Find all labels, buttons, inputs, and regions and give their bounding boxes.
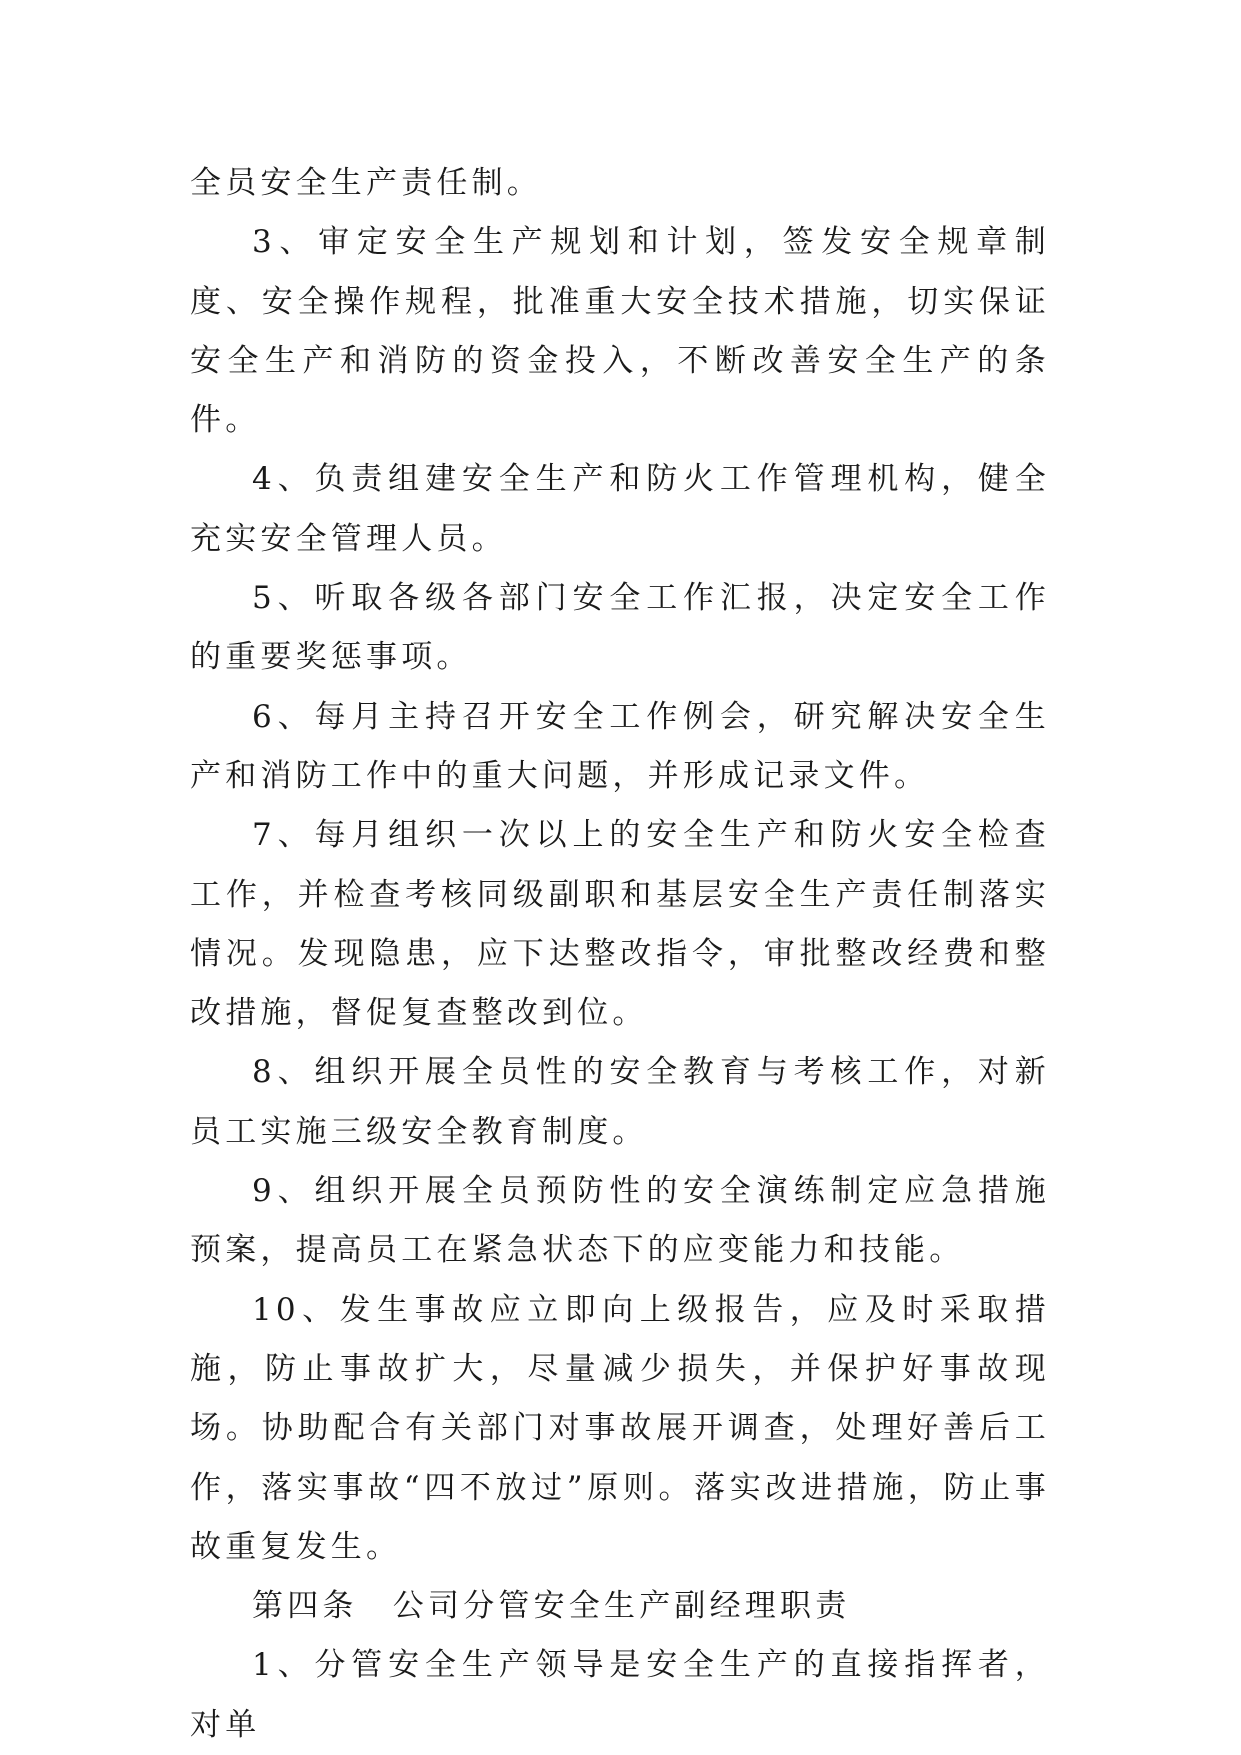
paragraph-item-5: 5、听取各级各部门安全工作汇报，决定安全工作的重要奖惩事项。 xyxy=(190,580,1050,676)
paragraph-item-6: 6、每月主持召开安全工作例会，研究解决安全生产和消防工作中的重大问题，并形成记录文件。 xyxy=(190,698,1050,794)
article-4-heading: 第四条 公司分管安全生产副经理职责 xyxy=(252,1588,851,1625)
paragraph-item-9: 9、组织开展全员预防性的安全演练制定应急措施预案，提高员工在紧急状态下的应变能力和技能。 xyxy=(190,1173,1050,1269)
paragraph-item-8: 8、组织开展全员性的安全教育与考核工作，对新员工实施三级安全教育制度。 xyxy=(190,1054,1050,1150)
paragraph-item-4: 4、负责组建安全生产和防火工作管理机构，健全充实安全管理人员。 xyxy=(190,461,1050,557)
paragraph-item-7: 7、每月组织一次以上的安全生产和防火安全检查工作，并检查考核同级副职和基层安全生产责任制落实情况。发现隐患，应下达整改指令，审批整改经费和整改措施，督促复查整改到位。 xyxy=(190,817,1050,1032)
paragraph-item-3: 3、审定安全生产规划和计划，签发安全规章制度、安全操作规程，批准重大安全技术措施，切实保证安全生产和消防的资金投入，不断改善安全生产的条件。 xyxy=(190,224,1050,439)
paragraph-continuation: 全员安全生产责任制。 xyxy=(190,165,542,201)
paragraph-article-4-item-1: 1、分管安全生产领导是安全生产的直接指挥者，对单 xyxy=(190,1647,1050,1743)
body-text xyxy=(190,154,1050,1755)
paragraph-item-10: 10、发生事故应立即向上级报告，应及时采取措施，防止事故扩大，尽量减少损失，并保护好事故现场。协助配合有关部门对事故展开调查，处理好善后工作，落实事故“四不放过”原则。落实改进措施，防止事故重复发生。 xyxy=(190,1291,1050,1565)
